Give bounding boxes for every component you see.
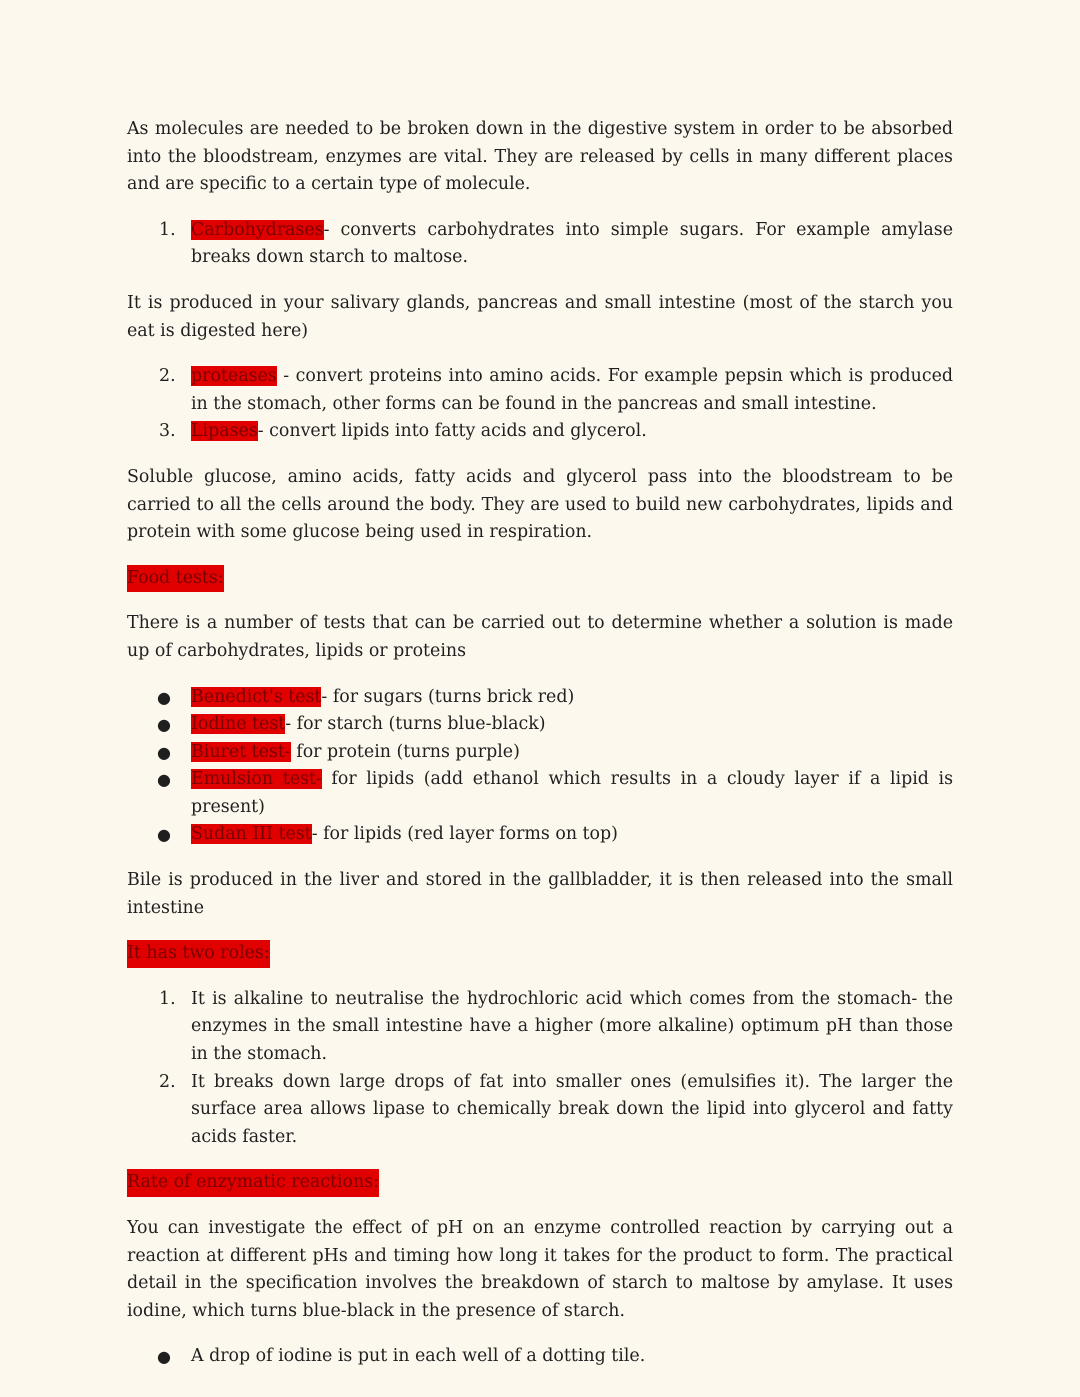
food-test-item bbox=[127, 821, 953, 849]
food-test-item bbox=[127, 711, 953, 739]
food-test-description: - for sugars (turns brick red) bbox=[321, 686, 575, 707]
produced-paragraph: It is produced in your salivary glands, pancreas and small intestine (most of the starch you eat is digested here) bbox=[127, 292, 953, 341]
bullet-icon: ● bbox=[157, 715, 171, 735]
bile-roles-heading: It has two roles: bbox=[127, 940, 270, 968]
bullet-icon: ● bbox=[157, 825, 171, 845]
enzyme-description: - convert lipids into fatty acids and glycerol. bbox=[257, 421, 647, 442]
food-test-description: - for starch (turns blue-black) bbox=[285, 714, 546, 735]
enzyme-description: - convert proteins into amino acids. For example pepsin which is produced in the stomach, other forms can be found in the pancreas and small intestine. bbox=[191, 366, 953, 414]
bullet-icon: ● bbox=[157, 1347, 171, 1367]
bile-role-item bbox=[127, 986, 953, 1069]
food-tests-list bbox=[127, 684, 953, 850]
enzyme-item-carbohydrases bbox=[127, 217, 953, 272]
highlighted-term: Emulsion test- bbox=[191, 769, 322, 790]
highlighted-term: Iodine test bbox=[191, 714, 286, 735]
highlighted-term: Sudan III test bbox=[191, 824, 312, 845]
bullet-icon: ● bbox=[157, 687, 171, 707]
rate-bullet-text: A drop of iodine is put in each well of a dotting tile. bbox=[191, 1346, 646, 1367]
rate-heading: Rate of enzymatic reactions: bbox=[127, 1169, 379, 1197]
highlighted-term: Biuret test- bbox=[191, 741, 291, 762]
highlighted-term: proteases bbox=[191, 366, 277, 387]
food-tests-intro: There is a number of tests that can be carried out to determine whether a solution is made up of carbohydrates, lipids or proteins bbox=[127, 613, 953, 661]
list-number: 3. bbox=[159, 421, 176, 442]
bullet-icon: ● bbox=[157, 742, 171, 762]
bullet-icon: ● bbox=[157, 770, 171, 790]
food-test-item bbox=[127, 739, 953, 767]
food-test-description: for lipids (add ethanol which results in a cloudy layer if a lipid is present) bbox=[191, 769, 953, 817]
food-test-description: - for lipids (red layer forms on top) bbox=[311, 824, 618, 845]
rate-bullet-item bbox=[127, 1343, 953, 1371]
document-content bbox=[127, 116, 953, 1371]
food-test-item bbox=[127, 684, 953, 712]
food-tests-heading: Food tests: bbox=[127, 565, 224, 593]
bile-role-text: It breaks down large drops of fat into smaller ones (emulsifies it). The larger the surface area allows lipase to chemically break down the lipid into glycerol and fatty acids faster. bbox=[191, 1071, 953, 1147]
soluble-paragraph: Soluble glucose, amino acids, fatty acids and glycerol pass into the bloodstream to be carried to all the cells around the body. They are used to build new carbohydrates, lipids and protein with some glucose being used in respiration. bbox=[127, 466, 953, 543]
food-test-description: for protein (turns purple) bbox=[290, 741, 520, 762]
bile-role-text: It is alkaline to neutralise the hydrochloric acid which comes from the stomach- the enzymes in the small intestine have a higher (more alkaline) optimum pH than those in the stomach. bbox=[191, 988, 953, 1065]
list-number: 2. bbox=[159, 366, 176, 387]
bile-role-item bbox=[127, 1069, 953, 1152]
food-test-item bbox=[127, 766, 953, 821]
list-number: 1. bbox=[159, 988, 176, 1009]
highlighted-term: Carbohydrases bbox=[191, 219, 324, 240]
intro-paragraph: As molecules are needed to be broken down in the digestive system in order to be absorbed into the bloodstream, enzymes are vital. They are released by cells in many different places and are specific to a certain type of molecule. bbox=[127, 119, 953, 195]
rate-paragraph: You can investigate the effect of pH on an enzyme controlled reaction by carrying out a reaction at different pHs and timing how long it takes for the product to form. The practical detail in the specification involves the breakdown of starch to maltose by amylase. It uses iodine, which turns blue-black in the presence of starch. bbox=[127, 1218, 953, 1321]
bile-paragraph: Bile is produced in the liver and stored in the gallbladder, it is then released into the small intestine bbox=[127, 870, 953, 918]
enzyme-item-lipases bbox=[127, 418, 953, 446]
list-number: 2. bbox=[159, 1071, 176, 1092]
enzyme-item-proteases bbox=[127, 363, 953, 418]
highlighted-term: Benedict's test bbox=[191, 686, 322, 707]
enzyme-description: - converts carbohydrates into simple sugars. For example amylase breaks down starch to maltose. bbox=[191, 219, 953, 268]
list-number: 1. bbox=[159, 219, 176, 240]
highlighted-term: Lipases bbox=[191, 421, 258, 442]
